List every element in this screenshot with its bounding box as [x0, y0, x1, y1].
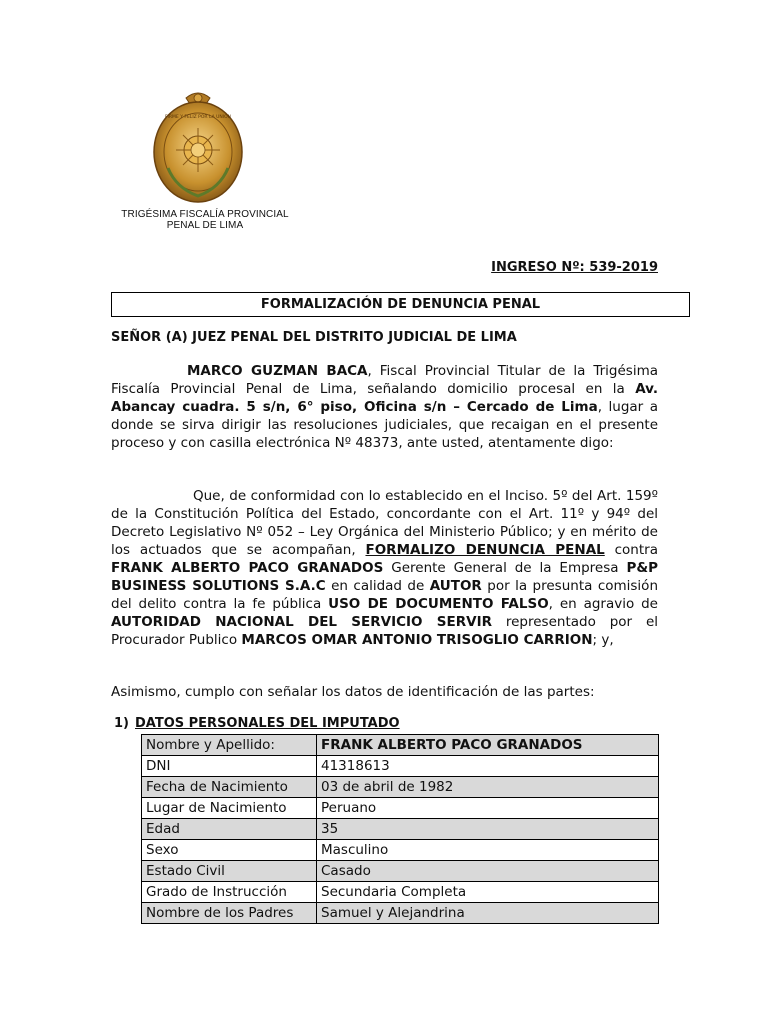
paragraph-text: por la presunta comisión del delito contra la fe pública	[111, 578, 659, 612]
field-label: DNI	[142, 756, 317, 777]
seal-motto: FIRME Y FELIZ POR LA UNION	[165, 115, 231, 120]
ingreso-number: INGRESO Nº: 539-2019	[491, 260, 658, 275]
prosecutor-name: MARCO GUZMAN BACA	[187, 363, 368, 379]
field-value: 35	[317, 819, 659, 840]
field-label: Edad	[142, 819, 317, 840]
table-row	[142, 840, 659, 861]
field-label: Nombre de los Padres	[142, 903, 317, 924]
paragraph-text: representado por el Procurador Publico	[111, 614, 658, 648]
field-value: Casado	[317, 861, 659, 882]
addressee-heading: SEÑOR (A) JUEZ PENAL DEL DISTRITO JUDICIAL DE LIMA	[111, 330, 517, 345]
aggrieved-party: AUTORIDAD NACIONAL DEL SERVICIO SERVIR	[111, 614, 492, 630]
paragraph-identification: Asimismo, cumplo con señalar los datos de identificación de las partes:	[111, 684, 595, 700]
accused-data-table	[141, 734, 659, 924]
formalizo-denuncia: FORMALIZO DENUNCIA PENAL	[365, 542, 605, 558]
institution-name-line1: TRIGÉSIMA FISCALÍA PROVINCIAL	[121, 209, 289, 220]
field-label: Fecha de Nacimiento	[142, 777, 317, 798]
procedural-address: Av. Abancay cuadra. 5 s/n, 6° piso, Oficina s/n – Cercado de Lima	[111, 381, 658, 415]
field-value: 41318613	[317, 756, 659, 777]
paragraph-text: , Fiscal Provincial Titular de la Trigésima Fiscalía Provincial Penal de Lima, señalando domicilio procesal en la	[111, 363, 658, 397]
field-label: Grado de Instrucción	[142, 882, 317, 903]
field-value: Peruano	[317, 798, 659, 819]
table-row	[142, 735, 659, 756]
table-row	[142, 882, 659, 903]
field-label: Nombre y Apellido:	[142, 735, 317, 756]
table-row	[142, 861, 659, 882]
field-label: Estado Civil	[142, 861, 317, 882]
paragraph-text: Que, de conformidad con lo establecido en el Inciso. 5º del Art. 159º de la Constitución Política del Estado, concordante con el Art. 11º y 94º del Decreto Legislativo Nº 052 – Ley Orgánica del Ministerio Público; y en mérito de los actuados que se acompañan,	[111, 488, 658, 558]
table-row	[142, 819, 659, 840]
accused-name: FRANK ALBERTO PACO GRANADOS	[111, 560, 384, 576]
field-value: Samuel y Alejandrina	[317, 903, 659, 924]
table-row	[142, 756, 659, 777]
ministerio-publico-seal-icon	[148, 88, 248, 206]
paragraph-text: contra	[604, 542, 658, 558]
procurator-name: MARCOS OMAR ANTONIO TRISOGLIO CARRION	[241, 632, 593, 648]
table-row	[142, 903, 659, 924]
paragraph-text: en calidad de	[325, 578, 430, 594]
document-title-box	[111, 292, 690, 317]
document-title: FORMALIZACIÓN DE DENUNCIA PENAL	[260, 297, 541, 312]
field-value: Masculino	[317, 840, 659, 861]
section-number: 1)	[114, 716, 129, 731]
company-name: P&P BUSINESS SOLUTIONS S.A.C	[111, 560, 658, 594]
table-row	[142, 798, 659, 819]
field-value: 03 de abril de 1982	[317, 777, 659, 798]
field-value: Secundaria Completa	[317, 882, 659, 903]
paragraph-text: ; y,	[592, 632, 614, 648]
section-heading-imputado	[114, 716, 400, 731]
paragraph-text: , en agravio de	[548, 596, 658, 612]
paragraph-introduction	[111, 362, 658, 452]
paragraph-formalization	[111, 487, 658, 649]
field-value: FRANK ALBERTO PACO GRANADOS	[317, 735, 659, 756]
field-label: Sexo	[142, 840, 317, 861]
section-title: DATOS PERSONALES DEL IMPUTADO	[135, 716, 400, 731]
field-label: Lugar de Nacimiento	[142, 798, 317, 819]
institution-name-line2: PENAL DE LIMA	[166, 220, 244, 231]
role-autor: AUTOR	[429, 578, 482, 594]
table-row	[142, 777, 659, 798]
crime-name: USO DE DOCUMENTO FALSO	[328, 596, 549, 612]
paragraph-text: Gerente General de la Empresa	[383, 560, 627, 576]
paragraph-text: , lugar a donde se sirva dirigir las resoluciones judiciales, que recaigan en el presente proceso y con casilla electrónica Nº 48373, ante usted, atentamente digo:	[111, 399, 658, 451]
